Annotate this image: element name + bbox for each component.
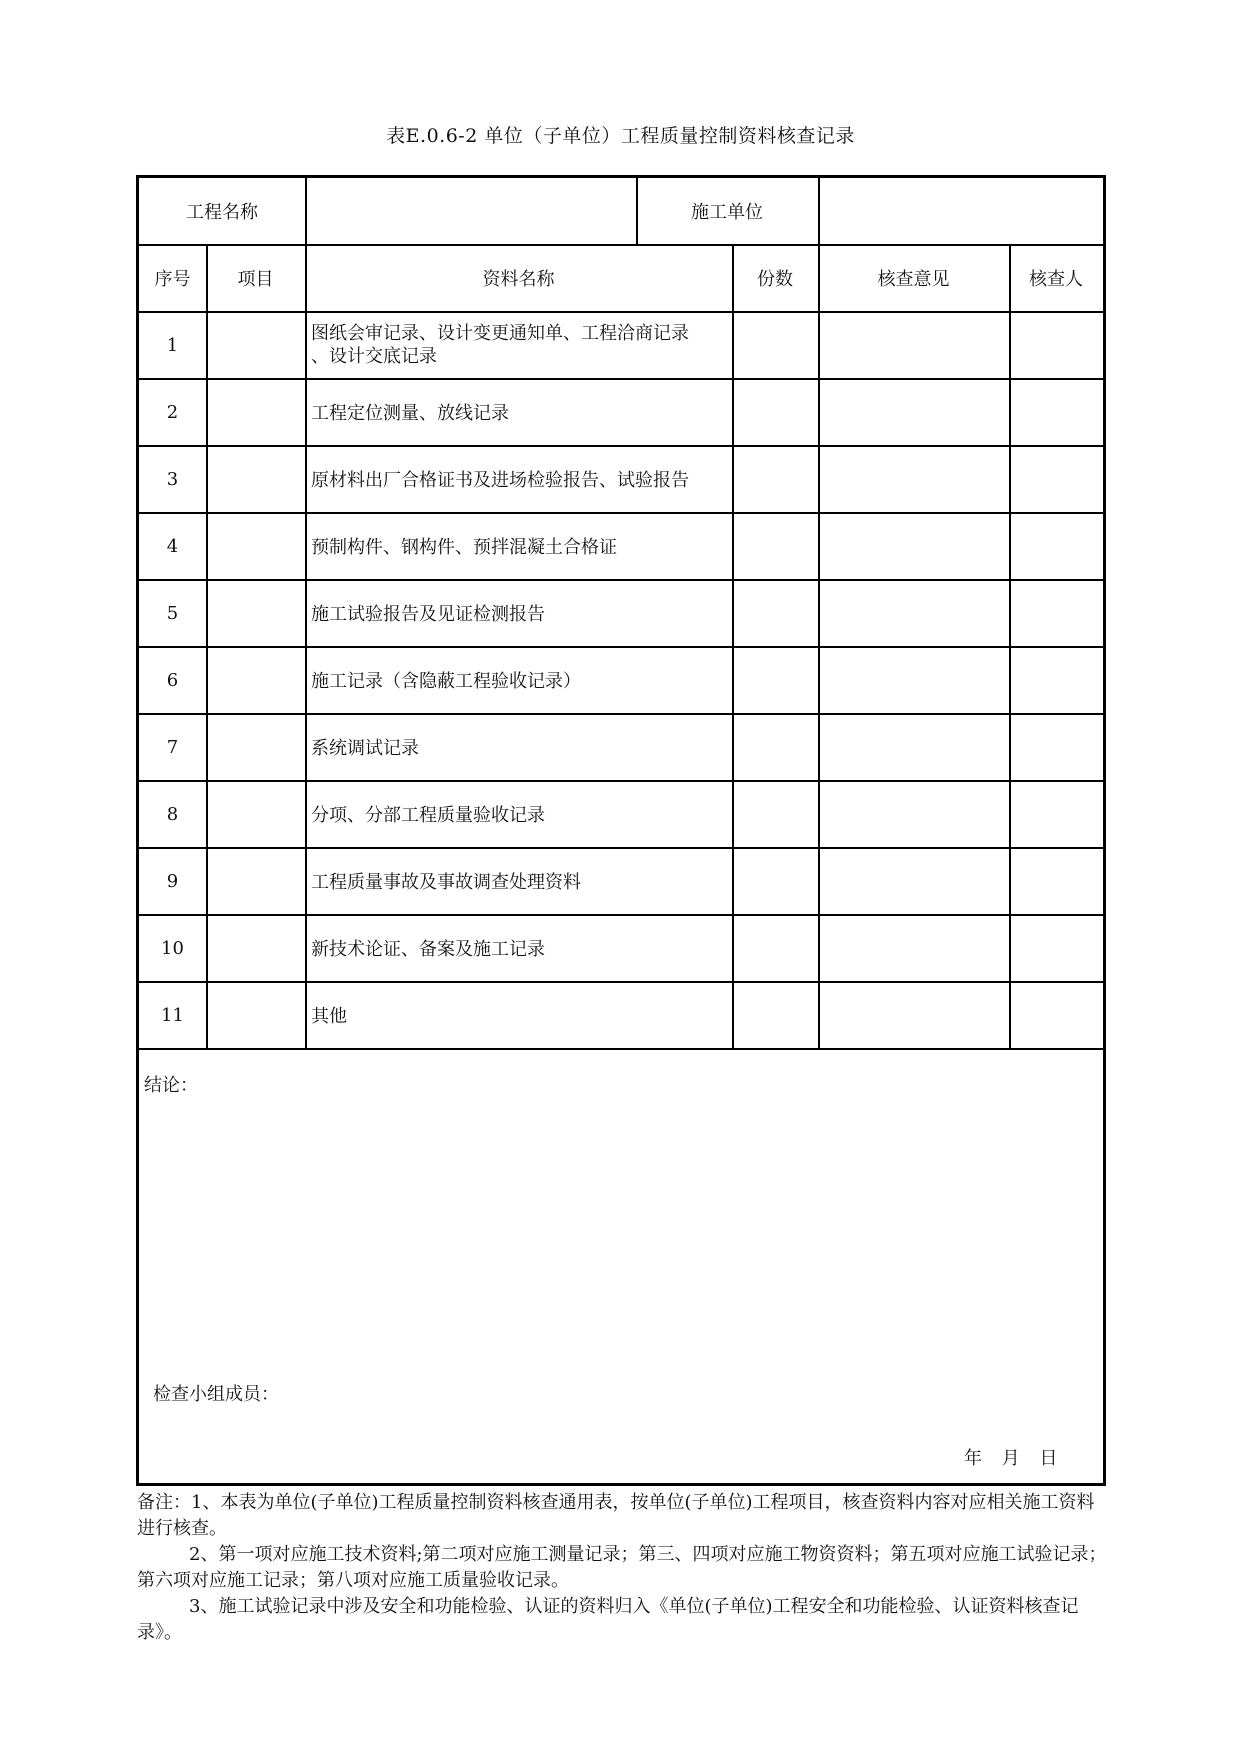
col-divider [732, 244, 734, 1048]
row-doc-name: 新技术论证、备案及施工记录 [311, 939, 545, 960]
col-divider [206, 244, 208, 1048]
row-seq: 1 [166, 334, 179, 356]
row-seq: 9 [166, 870, 179, 892]
row-seq: 2 [166, 401, 179, 423]
row-doc-name: 施工记录（含隐蔽工程验收记录） [311, 671, 581, 692]
remark-1: 备注：1、本表为单位(子单位)工程质量控制资料核查通用表，按单位(子单位)工程项目，核查资料内容对应相关施工资料进行核查。 [137, 1492, 1095, 1539]
row-doc-name: 预制构件、钢构件、预拌混凝土合格证 [311, 537, 617, 558]
form-title: 表E.0.6-2 单位（子单位）工程质量控制资料核查记录 [386, 125, 855, 147]
contractor-label: 施工单位 [691, 202, 763, 223]
col-header-checker: 核查人 [1029, 269, 1083, 290]
date-label: 年 月 日 [964, 1448, 1058, 1469]
inspection-form [136, 175, 1106, 1486]
row-doc-name: 工程定位测量、放线记录 [311, 403, 509, 424]
col-header-seq: 序号 [154, 269, 191, 290]
col-header-doc-name: 资料名称 [482, 269, 555, 290]
row-doc-name: 分项、分部工程质量验收记录 [311, 805, 545, 826]
row-seq: 11 [161, 1004, 184, 1026]
row-seq: 10 [161, 937, 184, 959]
remark-2: 2、第一项对应施工技术资料;第二项对应施工测量记录；第三、四项对应施工物资资料；第五项对应施工试验记录；第六项对应施工记录；第八项对应施工质量验收记录。 [137, 1544, 1107, 1591]
contractor-field[interactable] [820, 178, 1103, 244]
row-seq: 7 [166, 736, 179, 758]
remarks [137, 1490, 1107, 1646]
col-header-item: 项目 [237, 269, 274, 290]
row-seq: 8 [166, 803, 179, 825]
row-doc-name: 其他 [311, 1006, 347, 1027]
project-name-label: 工程名称 [186, 202, 258, 223]
row-seq: 6 [166, 669, 179, 691]
col-header-opinion: 核查意见 [877, 269, 950, 290]
inspection-members-label: 检查小组成员： [153, 1384, 279, 1405]
col-divider [818, 244, 820, 1048]
row-doc-name: 原材料出厂合格证书及进场检验报告、试验报告 [311, 470, 689, 491]
row-seq: 4 [166, 535, 179, 557]
row-doc-name: 系统调试记录 [311, 738, 419, 759]
row-doc-name: 工程质量事故及事故调查处理资料 [311, 872, 581, 893]
col-header-copies: 份数 [757, 269, 793, 290]
project-name-field[interactable] [307, 178, 636, 244]
conclusion-label: 结论： [144, 1075, 198, 1096]
row-seq: 5 [166, 602, 179, 624]
row-doc-name: 施工试验报告及见证检测报告 [311, 604, 545, 625]
remark-3: 3、施工试验记录中涉及安全和功能检验、认证的资料归入《单位(子单位)工程安全和功能检验、认证资料核查记录》。 [137, 1596, 1079, 1643]
row-doc-name: 图纸会审记录、设计变更通知单、工程洽商记录 、设计交底记录 [311, 323, 689, 367]
col-divider [1009, 244, 1011, 1048]
row-divider [139, 1048, 1103, 1050]
row-seq: 3 [166, 468, 179, 490]
